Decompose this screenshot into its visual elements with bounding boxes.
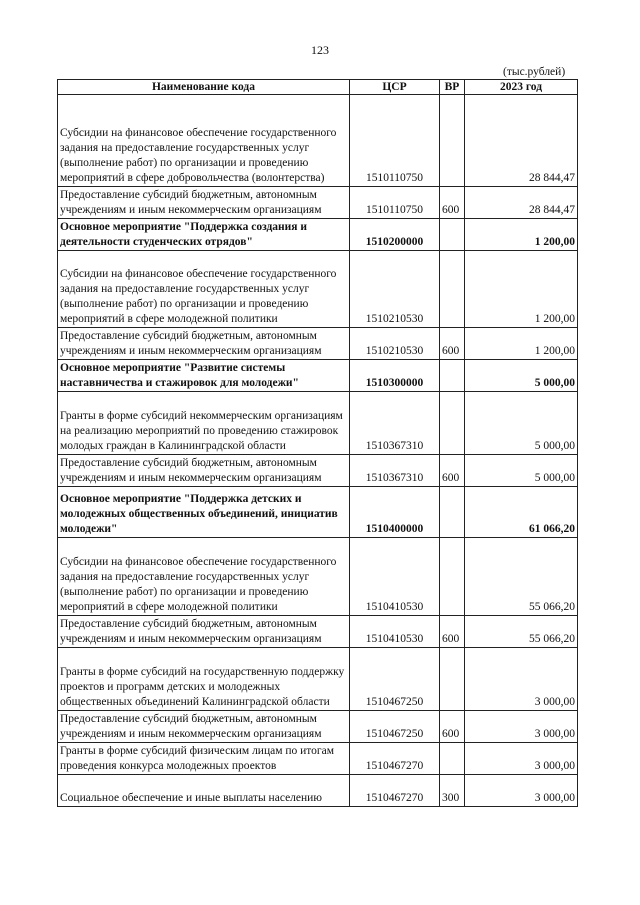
table-row <box>58 775 578 807</box>
row-sum-cell: 1 200,00 <box>465 251 578 328</box>
row-name-cell: Предоставление субсидий бюджетным, автономным учреждениям и иным некоммерческим организациям <box>58 328 350 360</box>
row-vr-cell <box>440 538 465 616</box>
table-row <box>58 455 578 487</box>
table-row <box>58 328 578 360</box>
row-csr-cell: 1510367310 <box>350 455 440 487</box>
table-row <box>58 360 578 392</box>
row-sum-cell: 3 000,00 <box>465 775 578 807</box>
row-sum-cell: 5 000,00 <box>465 392 578 455</box>
row-vr-cell: 600 <box>440 328 465 360</box>
row-csr-cell: 1510210530 <box>350 328 440 360</box>
row-vr-cell <box>440 360 465 392</box>
row-csr-cell: 1510200000 <box>350 219 440 251</box>
table-row <box>58 392 578 455</box>
row-name-cell: Социальное обеспечение и иные выплаты населению <box>58 775 350 807</box>
header-year: 2023 год <box>465 80 578 95</box>
table-row <box>58 95 578 187</box>
row-sum-cell: 3 000,00 <box>465 648 578 711</box>
header-name: Наименование кода <box>58 80 350 95</box>
row-csr-cell: 1510467250 <box>350 711 440 743</box>
row-vr-cell: 300 <box>440 775 465 807</box>
row-csr-cell: 1510467270 <box>350 775 440 807</box>
budget-table <box>57 79 578 807</box>
header-vr: ВР <box>440 80 465 95</box>
row-csr-cell: 1510400000 <box>350 487 440 538</box>
row-name-cell: Предоставление субсидий бюджетным, автономным учреждениям и иным некоммерческим организациям <box>58 187 350 219</box>
row-sum-cell: 28 844,47 <box>465 95 578 187</box>
table-row <box>58 251 578 328</box>
units-label: (тыс.рублей) <box>503 66 566 78</box>
row-csr-cell: 1510467250 <box>350 648 440 711</box>
row-sum-cell: 28 844,47 <box>465 187 578 219</box>
row-name-cell: Основное мероприятие "Поддержка создания и деятельности студенческих отрядов" <box>58 219 350 251</box>
row-vr-cell <box>440 251 465 328</box>
row-name-cell: Основное мероприятие "Поддержка детских и молодежных общественных объединений, инициатив молодежи" <box>58 487 350 538</box>
table-body <box>58 95 578 807</box>
row-name-cell: Основное мероприятие "Развитие системы наставничества и стажировок для молодежи" <box>58 360 350 392</box>
row-vr-cell: 600 <box>440 711 465 743</box>
row-sum-cell: 1 200,00 <box>465 219 578 251</box>
row-csr-cell: 1510367310 <box>350 392 440 455</box>
row-sum-cell: 3 000,00 <box>465 743 578 775</box>
row-name-cell: Субсидии на финансовое обеспечение государственного задания на предоставление государственных услуг (выполнение работ) по организации и проведению мероприятий в сфере молодежной политики <box>58 251 350 328</box>
page-number: 123 <box>311 43 329 57</box>
row-name-cell: Субсидии на финансовое обеспечение государственного задания на предоставление государственных услуг (выполнение работ) по организации и проведению мероприятий в сфере молодежной политики <box>58 538 350 616</box>
table-row <box>58 616 578 648</box>
row-csr-cell: 1510410530 <box>350 538 440 616</box>
row-name-cell: Субсидии на финансовое обеспечение государственного задания на предоставление государственных услуг (выполнение работ) по организации и проведению мероприятий в сфере добровольчества (волонтерства) <box>58 95 350 187</box>
row-sum-cell: 3 000,00 <box>465 711 578 743</box>
row-vr-cell: 600 <box>440 455 465 487</box>
table-header-row <box>58 80 578 95</box>
row-sum-cell: 61 066,20 <box>465 487 578 538</box>
table-row <box>58 219 578 251</box>
row-name-cell: Гранты в форме субсидий на государственную поддержку проектов и программ детских и молодежных общественных объединений Калининградской области <box>58 648 350 711</box>
row-csr-cell: 1510110750 <box>350 95 440 187</box>
row-csr-cell: 1510300000 <box>350 360 440 392</box>
row-name-cell: Предоставление субсидий бюджетным, автономным учреждениям и иным некоммерческим организациям <box>58 616 350 648</box>
row-sum-cell: 55 066,20 <box>465 616 578 648</box>
row-sum-cell: 5 000,00 <box>465 455 578 487</box>
row-vr-cell <box>440 392 465 455</box>
row-vr-cell: 600 <box>440 187 465 219</box>
row-csr-cell: 1510210530 <box>350 251 440 328</box>
row-name-cell: Предоставление субсидий бюджетным, автономным учреждениям и иным некоммерческим организациям <box>58 711 350 743</box>
table-row <box>58 187 578 219</box>
row-sum-cell: 5 000,00 <box>465 360 578 392</box>
table-row <box>58 711 578 743</box>
header-csr: ЦСР <box>350 80 440 95</box>
row-vr-cell <box>440 743 465 775</box>
row-csr-cell: 1510110750 <box>350 187 440 219</box>
row-vr-cell: 600 <box>440 616 465 648</box>
row-csr-cell: 1510467270 <box>350 743 440 775</box>
row-name-cell: Гранты в форме субсидий некоммерческим организациям на реализацию мероприятий по проведению стажировок молодых граждан в Калининградской области <box>58 392 350 455</box>
table-row <box>58 648 578 711</box>
row-vr-cell <box>440 648 465 711</box>
table-row <box>58 743 578 775</box>
table-row <box>58 538 578 616</box>
row-sum-cell: 1 200,00 <box>465 328 578 360</box>
row-name-cell: Предоставление субсидий бюджетным, автономным учреждениям и иным некоммерческим организациям <box>58 455 350 487</box>
row-vr-cell <box>440 487 465 538</box>
row-csr-cell: 1510410530 <box>350 616 440 648</box>
row-sum-cell: 55 066,20 <box>465 538 578 616</box>
row-name-cell: Гранты в форме субсидий физическим лицам по итогам проведения конкурса молодежных проектов <box>58 743 350 775</box>
row-vr-cell <box>440 219 465 251</box>
row-vr-cell <box>440 95 465 187</box>
table-row <box>58 487 578 538</box>
